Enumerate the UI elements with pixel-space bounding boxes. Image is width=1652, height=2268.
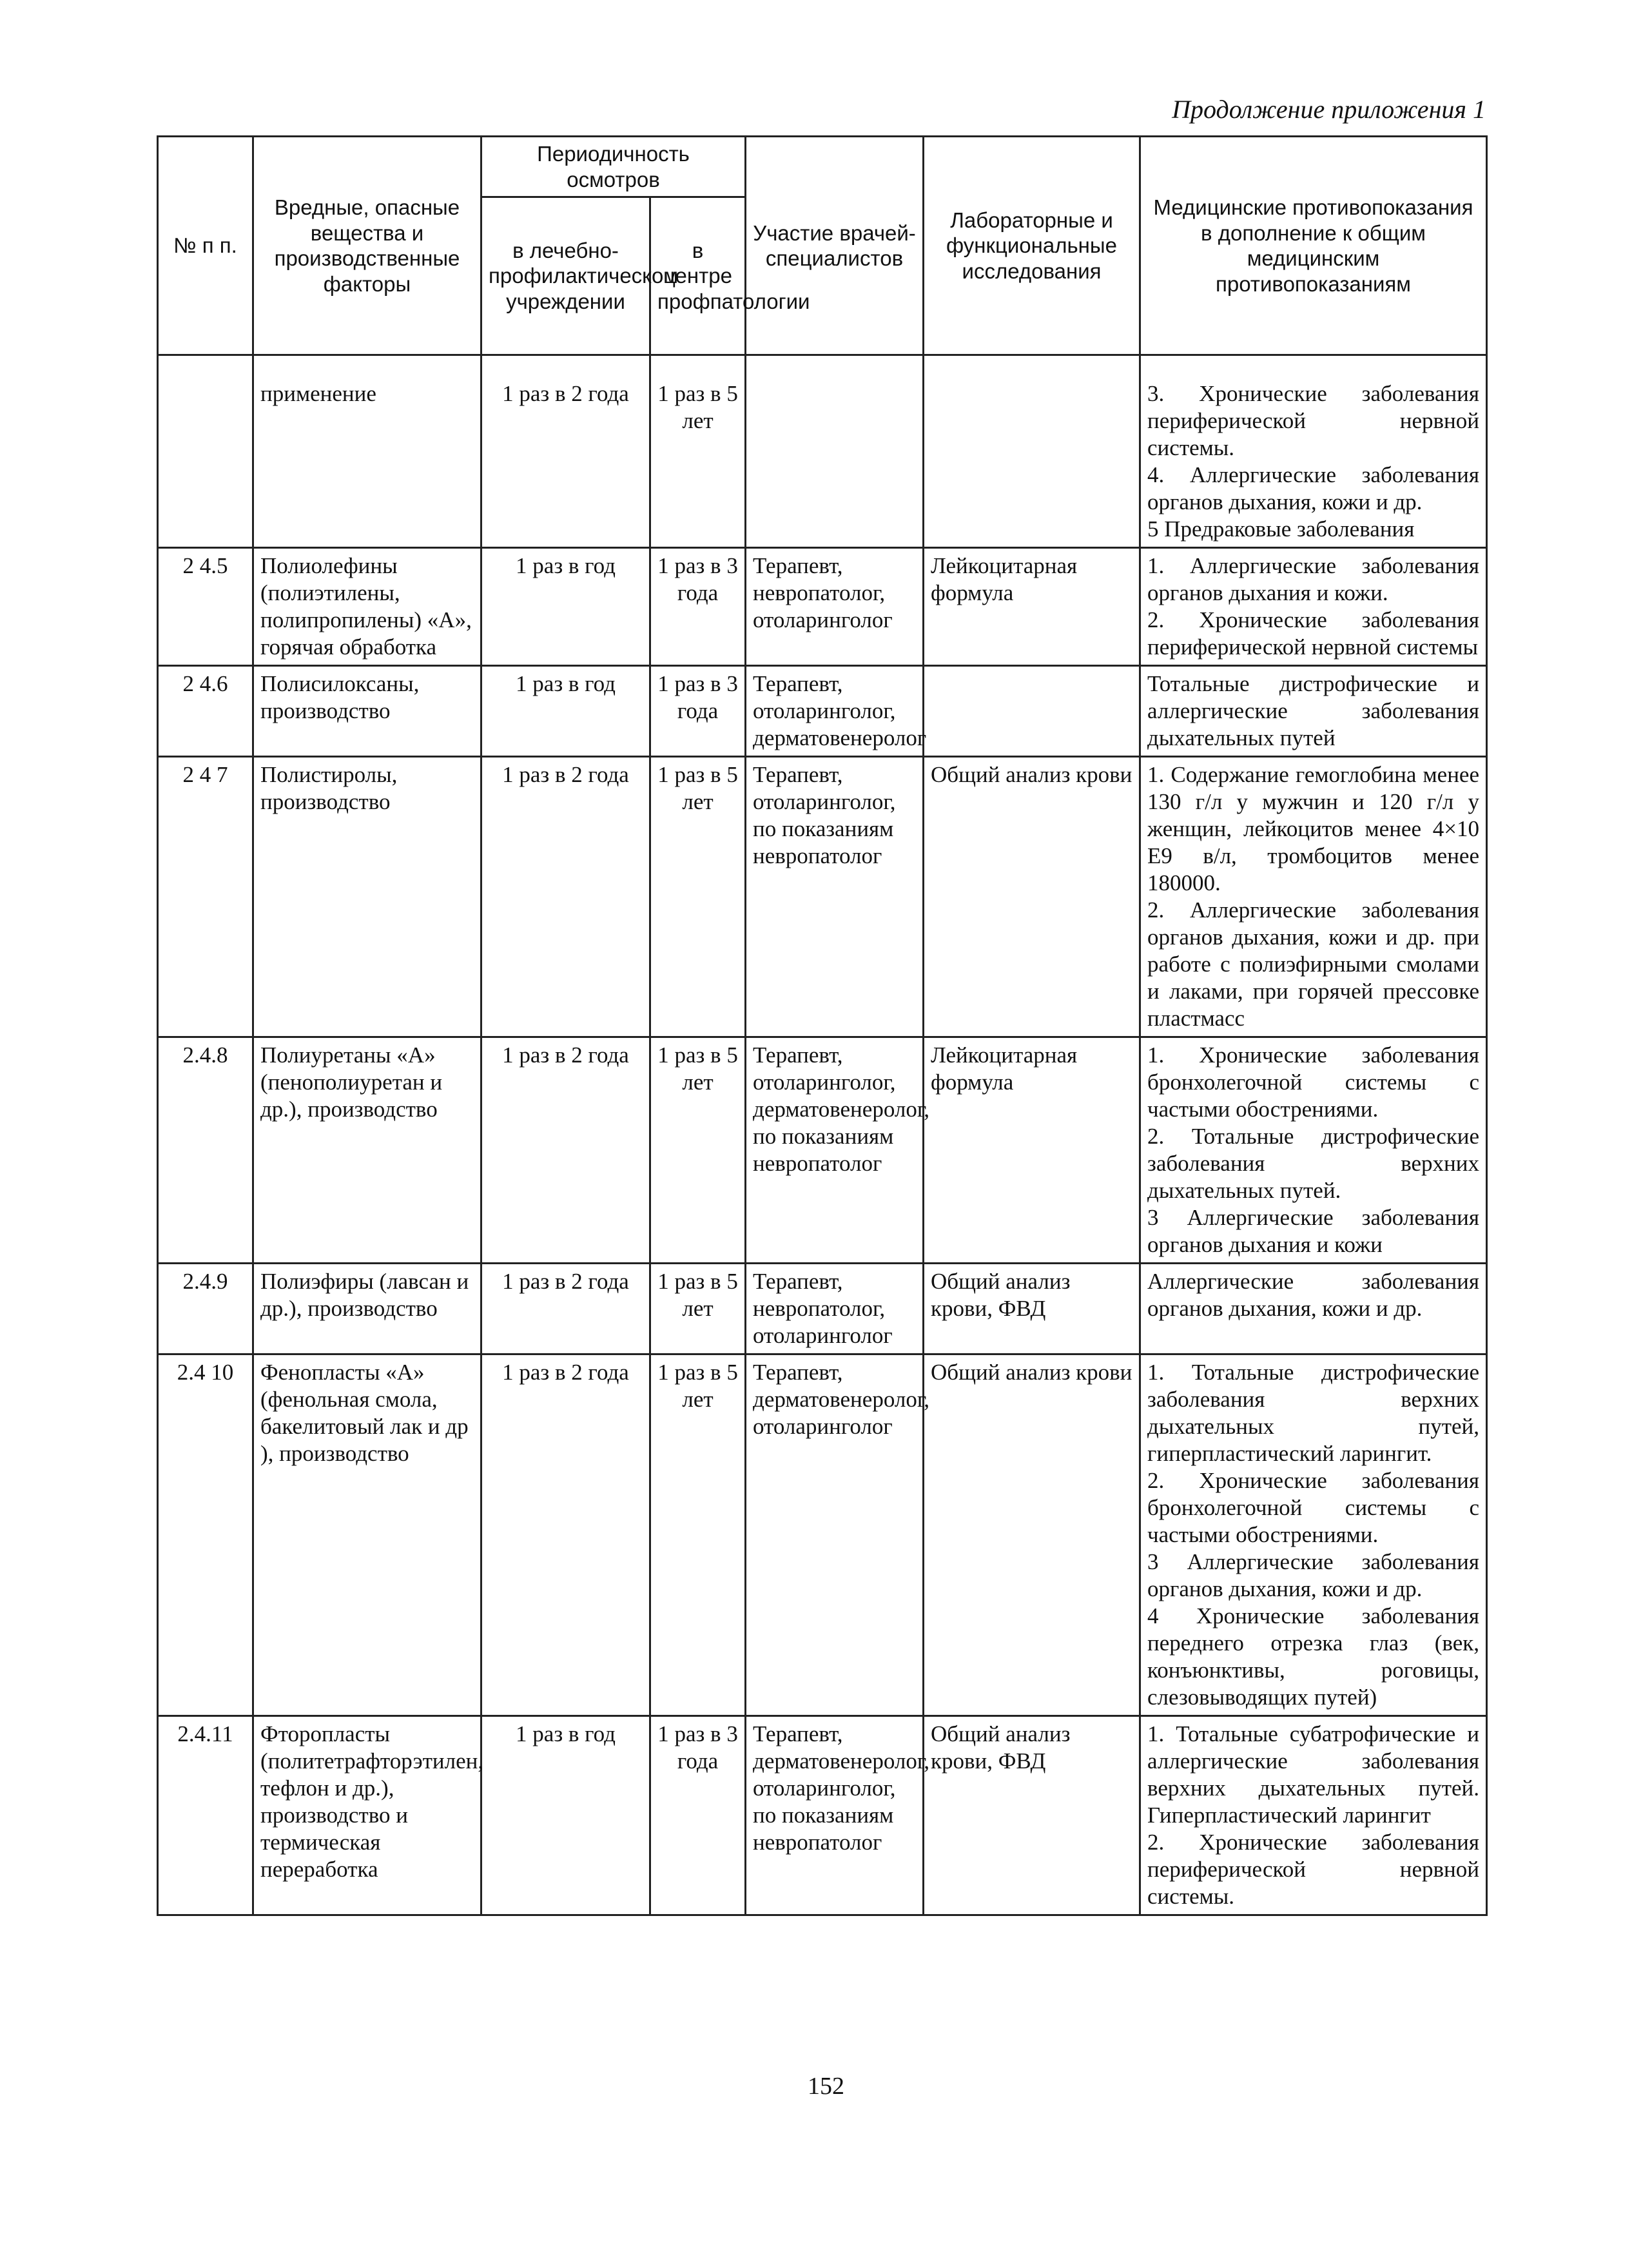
table-row — [158, 355, 1487, 548]
row-lab: Общий анализ крови, ФВД — [924, 1716, 1140, 1915]
table-row — [158, 757, 1487, 1037]
table-row — [158, 666, 1487, 757]
row-period-clinic: 1 раз в год — [481, 666, 650, 757]
table-row — [158, 1716, 1487, 1915]
row-lab: Общий анализ крови — [924, 1354, 1140, 1716]
row-contraindications — [1140, 757, 1487, 1037]
table-row — [158, 1264, 1487, 1354]
row-doctors — [746, 355, 924, 548]
row-doctors: Терапевт, невропатолог, отоларинголог — [746, 548, 924, 666]
contra-item: 4. Аллергические заболевания органов дыхания, кожи и др. — [1147, 462, 1480, 515]
header-factors: Вредные, опасные вещества и производственные факторы — [253, 137, 481, 355]
contra-item: 3 Аллергические заболевания органов дыхания и кожи — [1147, 1205, 1480, 1258]
continuation-note: Продолжение приложения 1 — [1172, 95, 1486, 124]
row-factor: Фторопласты (политетрафторэтилен, тефлон и др.), производство и термическая переработка — [253, 1716, 481, 1915]
row-doctors: Терапевт, невропатолог, отоларинголог — [746, 1264, 924, 1354]
contra-item: 3. Хронические заболевания периферической нервной системы. — [1147, 381, 1480, 461]
contra-item: 2. Хронические заболевания периферической нервной системы — [1147, 607, 1480, 660]
row-doctors: Терапевт, отоларинголог, дерматовенеролог, по показаниям невропатолог — [746, 1037, 924, 1264]
contra-item: 1. Тотальные дистрофические заболевания верхних дыхательных путей, гиперпластический ларингит. — [1147, 1360, 1480, 1467]
contra-item: 1. Хронические заболевания бронхолегочной системы с частыми обострениями. — [1147, 1042, 1480, 1122]
page-number: 152 — [808, 2073, 844, 2100]
row-period-center: 1 раз в 3 года — [650, 1716, 746, 1915]
row-period-center: 1 раз в 5 лет — [650, 355, 746, 548]
row-lab — [924, 355, 1140, 548]
table-row — [158, 1037, 1487, 1264]
row-num: 2.4.8 — [158, 1037, 253, 1264]
row-period-clinic: 1 раз в год — [481, 548, 650, 666]
row-doctors: Терапевт, отоларинголог, дерматовенеролог — [746, 666, 924, 757]
row-period-center: 1 раз в 3 года — [650, 548, 746, 666]
row-period-clinic: 1 раз в год — [481, 1716, 650, 1915]
row-factor: Полиэфиры (лавсан и др.), производство — [253, 1264, 481, 1354]
row-period-clinic: 1 раз в 2 года — [481, 1354, 650, 1716]
contra-item: 2. Хронические заболевания периферической нервной системы. — [1147, 1830, 1480, 1910]
contra-item: 5 Предраковые заболевания — [1147, 516, 1415, 542]
row-contraindications — [1140, 548, 1487, 666]
row-contraindications — [1140, 355, 1487, 548]
row-period-center: 1 раз в 5 лет — [650, 1264, 746, 1354]
row-contraindications — [1140, 1037, 1487, 1264]
row-period-center: 1 раз в 5 лет — [650, 757, 746, 1037]
row-num: 2.4.9 — [158, 1264, 253, 1354]
table-row — [158, 1354, 1487, 1716]
row-factor: Полистиролы, производство — [253, 757, 481, 1037]
contra-item: 1. Содержание гемоглобина менее 130 г/л у мужчин и 120 г/л у женщин, лейкоцитов менее 4×10 Е9 в/л, тромбоцитов менее 180000. — [1147, 762, 1480, 896]
row-period-clinic: 1 раз в 2 года — [481, 757, 650, 1037]
row-num: 2.4.11 — [158, 1716, 253, 1915]
row-num: 2 4.6 — [158, 666, 253, 757]
row-contraindications — [1140, 1264, 1487, 1354]
table-row — [158, 548, 1487, 666]
row-contraindications — [1140, 666, 1487, 757]
row-period-center: 1 раз в 5 лет — [650, 1037, 746, 1264]
row-lab: Общий анализ крови — [924, 757, 1140, 1037]
row-lab: Лейкоцитарная формула — [924, 1037, 1140, 1264]
row-factor: Полиолефины (полиэтилены, полипропилены) «А», горячая обработка — [253, 548, 481, 666]
row-lab: Общий анализ крови, ФВД — [924, 1264, 1140, 1354]
contra-item: 3 Аллергические заболевания органов дыхания, кожи и др. — [1147, 1549, 1480, 1602]
contra-item: 2. Хронические заболевания бронхолегочной системы с частыми обострениями. — [1147, 1468, 1480, 1548]
row-doctors: Терапевт, дерматовенеролог, отоларинголог, по показаниям невропатолог — [746, 1716, 924, 1915]
header-period-clinic: в лечебно-профилактическом учреждении — [481, 197, 650, 355]
row-contraindications — [1140, 1716, 1487, 1915]
contra-item: Аллергические заболевания органов дыхания, кожи и др. — [1147, 1269, 1480, 1322]
header-periodicity: Периодичность осмотров — [481, 137, 746, 197]
contra-item: 2. Аллергические заболевания органов дыхания, кожи и др. при работе с полиэфирными смолами и лаками, при горячей прессовке пластмасс — [1147, 897, 1480, 1031]
contra-item: 4 Хронические заболевания переднего отрезка глаз (век, конъюнктивы, роговицы, слезовыводящих путей) — [1147, 1603, 1480, 1710]
row-doctors: Терапевт, дерматовенеролог, отоларинголог — [746, 1354, 924, 1716]
row-period-center: 1 раз в 5 лет — [650, 1354, 746, 1716]
medical-exam-table — [157, 135, 1488, 1916]
header-contraindications: Медицинские противопоказания в дополнение к общим медицинским противопоказаниям — [1140, 137, 1487, 355]
contra-item: 2. Тотальные дистрофические заболевания верхних дыхательных путей. — [1147, 1124, 1480, 1204]
row-doctors: Терапевт, отоларинголог, по показаниям невропатолог — [746, 757, 924, 1037]
row-factor: применение — [253, 355, 481, 548]
header-num: № п п. — [158, 137, 253, 355]
header-doctors: Участие врачей-специалистов — [746, 137, 924, 355]
row-lab: Лейкоцитарная формула — [924, 548, 1140, 666]
row-factor: Полисилоксаны, производство — [253, 666, 481, 757]
header-lab: Лабораторные и функциональные исследования — [924, 137, 1140, 355]
header-row-1 — [158, 137, 1487, 197]
row-period-center: 1 раз в 3 года — [650, 666, 746, 757]
row-period-clinic: 1 раз в 2 года — [481, 1264, 650, 1354]
row-period-clinic: 1 раз в 2 года — [481, 355, 650, 548]
contra-item: Тотальные дистрофические и аллергические заболевания дыхательных путей — [1147, 671, 1480, 751]
row-contraindications — [1140, 1354, 1487, 1716]
row-num — [158, 355, 253, 548]
header-period-center: в центре профпатологии — [650, 197, 746, 355]
row-num: 2 4.5 — [158, 548, 253, 666]
contra-item: 1. Аллергические заболевания органов дыхания и кожи. — [1147, 553, 1480, 606]
row-period-clinic: 1 раз в 2 года — [481, 1037, 650, 1264]
row-factor: Полиуретаны «А» (пенополиуретан и др.), производство — [253, 1037, 481, 1264]
contra-item: 1. Тотальные субатрофические и аллергические заболевания верхних дыхательных путей. Гиперпластический ларингит — [1147, 1721, 1480, 1828]
row-num: 2.4 10 — [158, 1354, 253, 1716]
row-factor: Фенопласты «А» (фенольная смола, бакелитовый лак и др ), производство — [253, 1354, 481, 1716]
row-num: 2 4 7 — [158, 757, 253, 1037]
row-lab — [924, 666, 1140, 757]
